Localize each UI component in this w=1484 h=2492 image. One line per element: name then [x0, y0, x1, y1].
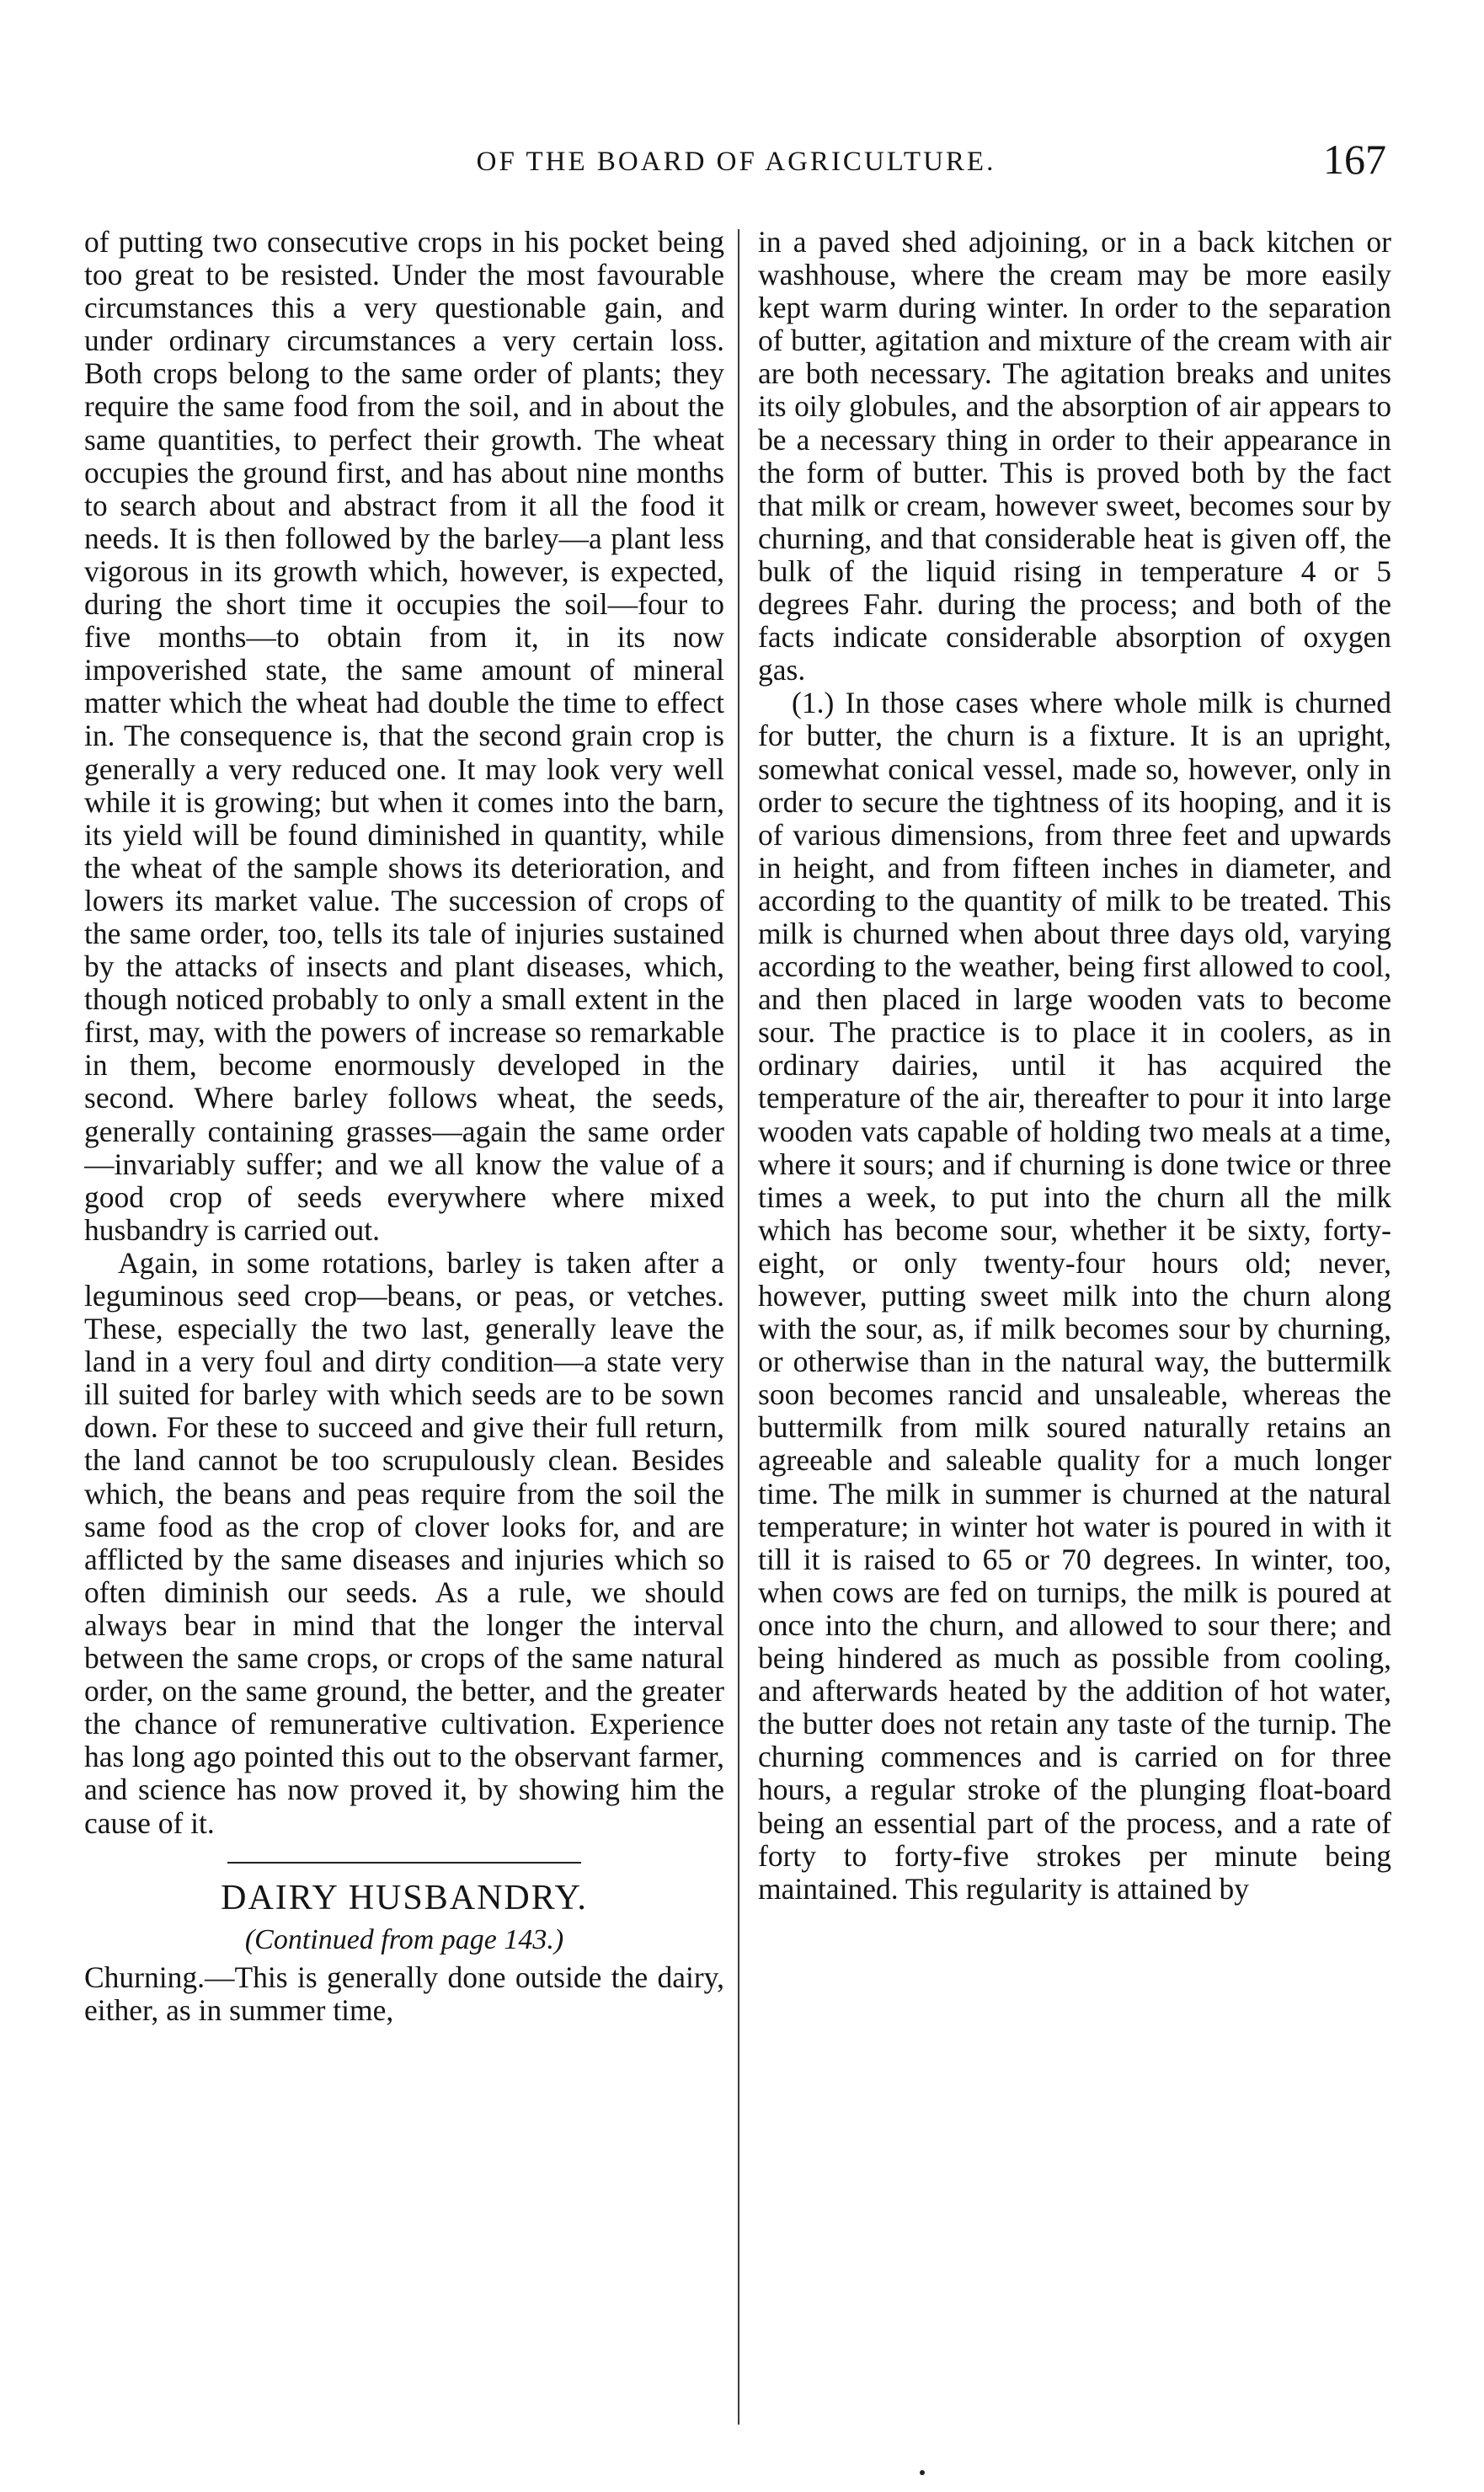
continued-note: (Continued from page 143.)	[244, 1923, 564, 1955]
page-header	[81, 135, 1391, 202]
column-divider	[738, 229, 739, 2425]
print-mark	[920, 2470, 925, 2475]
left-paragraph-2: Again, in some rotations, barley is taken after a leguminous seed crop—beans, or peas, or vetches. These, especially the two last, generally leave the land in a very foul and dirty condition—a state very ill suited for barley with which seeds are to be sown down. For these to succeed and give their full return, the land cannot be too scrupulously clean. Besides which, the beans and peas require from the soil the same food as the crop of clover looks for, and are afflicted by the same diseases and injuries which so often diminish our seeds. As a rule, we should always bear in mind that the longer the interval between the same crops, or crops of the same natural order, on the same ground, the better, and the greater the chance of remunerative cultivation. Experience has long ago pointed this out to the observant farmer, and science has now proved it, by showing him the cause of it.	[84, 1245, 724, 1840]
right-column	[758, 226, 1391, 2450]
right-paragraph-1: in a paved shed adjoining, or in a back kitchen or washhouse, where the cream may be more easily kept warm during winter. In order to the separation of butter, agitation and mixture of the cream with air are both necessary. The agitation breaks and unites its oily globules, and the absorption of air appears to be a necessary thing in order to their appearance in the form of butter. This is proved both by the fact that milk or cream, however sweet, becomes sour by churning, and that considerable heat is given off, the bulk of the liquid rising in temperature 4 or 5 degrees Fahr. during the process; and both of the facts indicate considerable absorption of oxygen gas.	[758, 226, 1391, 687]
running-head: OF THE BOARD OF AGRICULTURE.	[476, 147, 996, 177]
section-title: DAIRY HUSBANDRY.	[221, 1878, 588, 1917]
left-column	[84, 226, 724, 2450]
left-paragraph-3: Churning.—This is generally done outside the dairy, either, as in summer time,	[84, 1960, 724, 2027]
right-paragraph-2: (1.) In those cases where whole milk is churned for butter, the churn is a fixture. It is an upright, somewhat conical vessel, made so, however, only in order to secure the tightness of its hooping, and it is of various dimensions, from three feet and upwards in height, and from fifteen inches in diameter, and according to the quantity of milk to be treated. This milk is churned when about three days old, varying according to the weather, being first allowed to cool, and then placed in large wooden vats to become sour. The practice is to place it in coolers, as in ordinary dairies, until it has acquired the temperature of the air, thereafter to pour it into large wooden vats capable of holding two meals at a time, where it sours; and if churning is done twice or three times a week, to put into the churn all the milk which has become sour, whether it be sixty, forty-eight, or only twenty-four hours old; never, however, putting sweet milk into the churn along with the sour, as, if milk becomes sour by churning, or otherwise than in the natural way, the buttermilk soon becomes rancid and unsaleable, whereas the buttermilk from milk soured naturally retains an agreeable and saleable quality for a much longer time. The milk in summer is churned at the natural temperature; in winter hot water is poured in with it till it is raised to 65 or 70 degrees. In winter, too, when cows are fed on turnips, the milk is poured at once into the churn, and allowed to sour there; and being hindered as much as possible from cooling, and afterwards heated by the addition of hot water, the butter does not retain any taste of the turnip. The churning commences and is carried on for three hours, a regular stroke of the plunging float-board being an essential part of the process, and a rate of forty to forty-five strokes per minute being maintained. This regularity is attained by	[758, 686, 1391, 1906]
left-paragraph-1: of putting two consecutive crops in his pocket being too great to be resisted. Under the most favourable circumstances this a very questionable gain, and under ordinary circumstances a very certain loss. Both crops belong to the same order of plants; they require the same food from the soil, and in about the same quantities, to perfect their growth. The wheat occupies the ground first, and has about nine months to search about and abstract from it all the food it needs. It is then followed by the barley—a plant less vigorous in its growth which, however, is expected, during the short time it occupies the soil—four to five months—to obtain from it, in its now impoverished state, the same amount of mineral matter which the wheat had double the time to effect in. The consequence is, that the second grain crop is generally a very reduced one. It may look very well while it is growing; but when it comes into the barn, its yield will be found diminished in quantity, while the wheat of the sample shows its deterioration, and lowers its market value. The succession of crops of the same order, too, tells its tale of injuries sustained by the attacks of insects and plant diseases, which, though noticed probably to only a small extent in the first, may, with the powers of increase so remarkable in them, become enormously developed in the second. Where barley follows wheat, the seeds, generally containing grasses—again the same order—invariably suffer; and we all know the value of a good crop of seeds everywhere where mixed husbandry is carried out.	[84, 226, 724, 1247]
page-number: 167	[1323, 136, 1386, 183]
section-rule	[227, 1862, 581, 1864]
